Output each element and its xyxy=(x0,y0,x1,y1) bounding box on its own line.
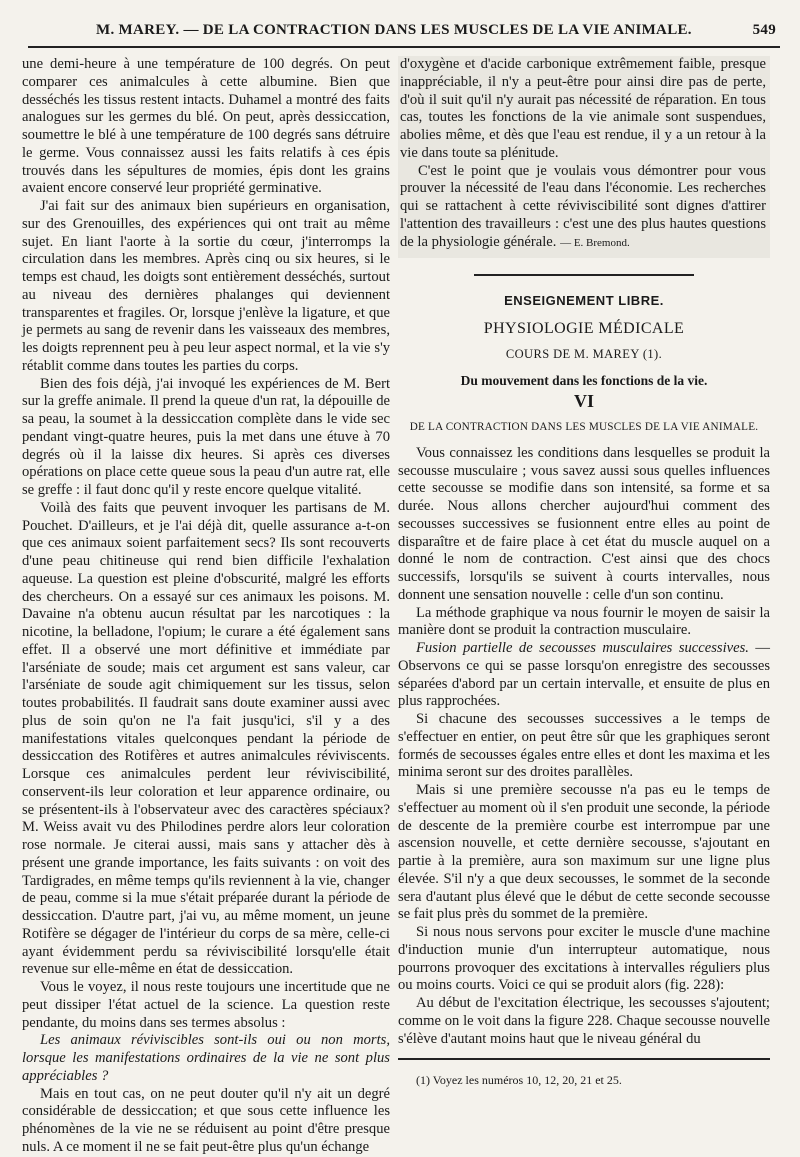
section-divider xyxy=(474,274,694,276)
paragraph: Vous le voyez, il nous reste toujours une incertitude que ne peut dissiper l'état actuel de la science. La question reste pendante, du moins dans ses termes absolus : xyxy=(22,979,390,1031)
paragraph: une demi-heure à une température de 100 degrés. On peut comparer ces animalcules à cette albumine. Bien que desséchés les tissus restent intacts. Duhamel a montré des faits analogues sur les germes du blé. On peut, après dessiccation, soumettre le blé à une température de 100 degrés sans détruire le germe. Vous connaissez aussi les faits relatifs à ces épis trouvés dans les sépultures de momies, épis dont les grains avaient encore conservé leur propriété germinative. xyxy=(22,56,390,197)
paragraph: Voilà des faits que peuvent invoquer les partisans de M. Pouchet. D'ailleurs, et je l'ai déjà dit, quelle assurance a-t-on que ces animaux soient parfaitement secs? Ils sont recouverts d'une peau chitineuse qui rend bien difficile l'exhalation aqueuse. La question est pleine d'obscurité, malgré les efforts des chercheurs. On a essayé sur ces animaux les poisons. M. Davaine n'a obtenu aucun résultat par les narcotiques : la nicotine, la belladone, l'opium; le curare a été également sans effet. Il a observé une mort définitive et immédiate par l'arséniate de soude; mais cet argument est sans valeur, car l'arséniate de soude agit chimiquement sur les tissus, selon toutes probabilités. Il faudrait sans doute examiner aussi avec plus de soin qu'on ne l'a fait jusqu'ici, s'il y a des manifestations vitales quelconques pendant la période de dessiccation des Rotifères et autres animalcules réviviscents. Lorsque ces animalcules perdent leur réviviscibilité, conservent-ils leur coloration et leur apparence ordinaire, ou se présentent-ils à l'observateur avec des caractères spéciaux? M. Weiss avait vu des Philodines perdre alors leur coloration rose normale. Je citerai aussi, mais sans y attacher dès à présent une grande importance, les faits suivants : on voit des Tardigrades, en même temps qu'ils reviennent à la vie, changer de peau, comme si la mue s'était préparée durant la période de dessiccation. D'autre part, j'ai vu, au même moment, un jeune Rotifère se dégager de l'intérieur du corps de sa mère, celle-ci ayant évidemment perdu sa réviviscibilité lorsqu'elle était revenue sur elle-même en état de dessiccation. xyxy=(22,499,390,978)
shaded-block xyxy=(398,56,770,258)
section-label: ENSEIGNEMENT LIBRE. xyxy=(504,293,664,309)
footnote: (1) Voyez les numéros 10, 12, 20, 21 et 25. xyxy=(416,1073,622,1088)
paragraph: La méthode graphique va nous fournir le moyen de saisir la manière dont se produit la contraction musculaire. xyxy=(398,604,770,639)
running-title: M. MAREY. — DE LA CONTRACTION DANS LES MUSCLES DE LA VIE ANIMALE. xyxy=(96,22,692,38)
paragraph: Mais en tout cas, on ne peut douter qu'il n'y ait un degré considérable de dessiccation; et que sous cette influence les phénomènes de la vie ne se réduisent au point d'être presque nuls. A ce moment il ne se fait peut-être plus qu'un échange xyxy=(22,1085,390,1155)
paragraph: Au début de l'excitation électrique, les secousses s'ajoutent; comme on le voit dans la figure 228. Chaque secousse nouvelle s'élève d'autant moins haut que le niveau général du xyxy=(398,995,770,1047)
footnote-rule xyxy=(398,1058,770,1060)
paragraph: d'oxygène et d'acide carbonique extrêmement faible, presque inappréciable, il n'y a peut-être pour ainsi dire pas de perte, d'où il suit qu'il n'y aurait pas nécessité de réparation. En tous cas, toutes les fonctions de la vie animale sont suspendues, abolies même, et dès que l'eau est rendue, il y a un retour à la vie dans toute sa plénitude. xyxy=(400,56,766,161)
paragraph: J'ai fait sur des animaux bien supérieurs en organisation, sur des Grenouilles, des expériences qui ont trait au même sujet. En liant l'aorte à la sortie du cœur, j'interromps la circulation dans les membres. Après cinq ou six heures, si le temps est chaud, les doigts sont entièrement desséchés, surtout au niveau des dernières phalanges qui deviennent transparentes et fragiles. Or, lorsque j'enlève la ligature, et que je permets au sang de revenir dans les vaisseaux des membres, les doigts reprennent peu à peu leur aspect normal, et la vie s'y rétablit comme dans toutes les parties du corps. xyxy=(22,198,390,374)
italic-heading: Fusion partielle de secousses musculaires successives. xyxy=(416,640,749,656)
right-column xyxy=(398,56,770,1088)
section-title: PHYSIOLOGIE MÉDICALE xyxy=(483,320,685,337)
paragraph: Mais si une première secousse n'a pas eu le temps de s'effectuer au moment où il s'en produit une seconde, la période de descente de la première courbe est interrompue par une ascension nouvelle, et cette dernière secousse, s'ajoutant en partie à la première, aura son maximum sur une ligne plus élevée. S'il n'y a que deux secousses, le sommet de la seconde sera d'autant plus élevé que le début de cette seconde secousse se fait plus près du sommet de la première. xyxy=(398,782,770,923)
paragraph xyxy=(400,163,766,253)
lecture-number: VI xyxy=(573,391,594,412)
left-column xyxy=(22,56,390,1155)
signature: — E. Bremond. xyxy=(560,236,630,249)
course-heading: COURS DE M. MAREY (1). xyxy=(505,346,663,361)
paragraph-text: C'est le point que je voulais vous démontrer pour vous prouver la nécessité de l'eau dans l'économie. Les recherches qui se rattachent à cette réviviscibilité sont dignes d'attirer l'attention des travailleurs : c'est une des plus hautes questions de la physiologie générale. xyxy=(400,162,766,250)
lecture-subtitle: Du mouvement dans les fonctions de la vie. xyxy=(460,372,708,388)
running-header xyxy=(96,22,776,39)
paragraph: Bien des fois déjà, j'ai invoqué les expériences de M. Bert sur la greffe animale. Il prend la queue d'un rat, la dépouille de sa peau, la soumet à la dessiccation complète dans le vide sec pendant vingt-quatre heures, puis la met dans une étuve à 70 degrés où il la laisse dix heures. Si après ces diverses opérations on place cette queue sous la peau d'un autre rat, elle se greffe : il faut donc qu'il y reste encore quelque vitalité. xyxy=(22,375,390,498)
paragraph xyxy=(398,640,770,711)
header-rule xyxy=(28,46,780,48)
paragraph: Si nous nous servons pour exciter le muscle d'une machine d'induction munie d'un interrupteur automatique, nous pourrons provoquer des excitations à intervalles réguliers plus ou moins courts. Voici ce qui se produit alors (fig. 228): xyxy=(398,924,770,994)
page-number: 549 xyxy=(752,22,776,38)
italic-text: Les animaux réviviscibles sont-ils oui ou non morts, lorsque les manifestations ordinaires de la vie ne sont plus appréciables ? xyxy=(22,1032,390,1084)
italic-question xyxy=(22,1032,390,1085)
paragraph-text: — Observons ce qui se passe lorsqu'on enregistre des secousses séparées d'abord par un certain intervalle, et ensuite de plus en plus rapprochées. xyxy=(398,640,770,710)
paragraph: Vous connaissez les conditions dans lesquelles se produit la secousse musculaire ; vous savez aussi sous quelles influences cette secousse se modifie dans son intensité, sa forme et sa durée. Nous allons chercher aujourd'hui comment des secousses successives se fusionnent entre elles au point de disparaître et de faire place à cet état du muscle auquel on a donné le nom de contraction. C'est ainsi que des chocs successifs, lorsqu'ils se suivent à courts intervalles, nous donnent une sensation nouvelle : celle d'un son continu. xyxy=(398,444,770,603)
paragraph: Si chacune des secousses successives a le temps de s'effectuer en entier, on peut être sûr que les graphiques seront formés de secousses égales entre elles et dont les maxima et les minima seront sur des droites parallèles. xyxy=(398,711,770,781)
chapter-heading: DE LA CONTRACTION DANS LES MUSCLES DE LA VIE ANIMALE. xyxy=(409,421,759,433)
